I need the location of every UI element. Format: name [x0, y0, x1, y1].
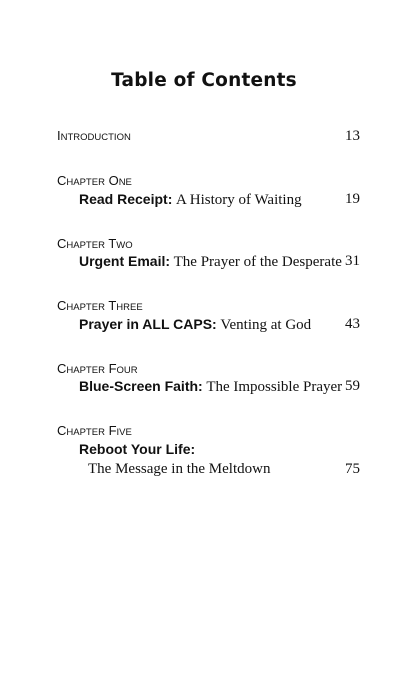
toc-label-chapter-three: CHAPTER THREE — [57, 298, 143, 313]
chapter-headline: Reboot Your Life: — [79, 441, 196, 457]
chapter-subtitle: Venting at God — [220, 317, 312, 333]
toc-entry-chapter-three — [79, 315, 311, 334]
chapter-subtitle: The Impossible Prayer — [206, 379, 343, 395]
chapter-headline: Read Receipt: — [79, 191, 173, 207]
toc-page-number: 31 — [345, 253, 360, 269]
toc-page-number: 43 — [345, 316, 360, 332]
toc-page-number: 19 — [345, 191, 360, 207]
page-title: Table of Contents — [111, 70, 297, 91]
toc-label-chapter-five: CHAPTER FIVE — [57, 423, 132, 438]
toc-page-number: 59 — [345, 378, 360, 394]
toc-label-chapter-four: CHAPTER FOUR — [57, 361, 138, 376]
chapter-subtitle: The Prayer of the Desperate — [173, 254, 342, 270]
toc-entry-chapter-two — [79, 252, 342, 271]
toc-label-chapter-two: CHAPTER TWO — [57, 236, 133, 251]
toc-entry-chapter-five — [79, 440, 195, 459]
toc-page-number: 75 — [345, 461, 360, 477]
chapter-subtitle: A History of Waiting — [175, 192, 302, 208]
toc-entry-chapter-one — [79, 190, 302, 209]
chapter-headline: Blue-Screen Faith: — [79, 378, 203, 394]
chapter-subtitle: The Message in the Meltdown — [88, 461, 271, 477]
toc-page-number: 13 — [345, 128, 360, 144]
toc-label-introduction: INTRODUCTION — [57, 128, 131, 143]
toc-label-chapter-one: CHAPTER ONE — [57, 173, 132, 188]
toc-entry-chapter-four — [79, 377, 342, 396]
chapter-headline: Prayer in ALL CAPS: — [79, 316, 217, 332]
chapter-headline: Urgent Email: — [79, 253, 171, 269]
